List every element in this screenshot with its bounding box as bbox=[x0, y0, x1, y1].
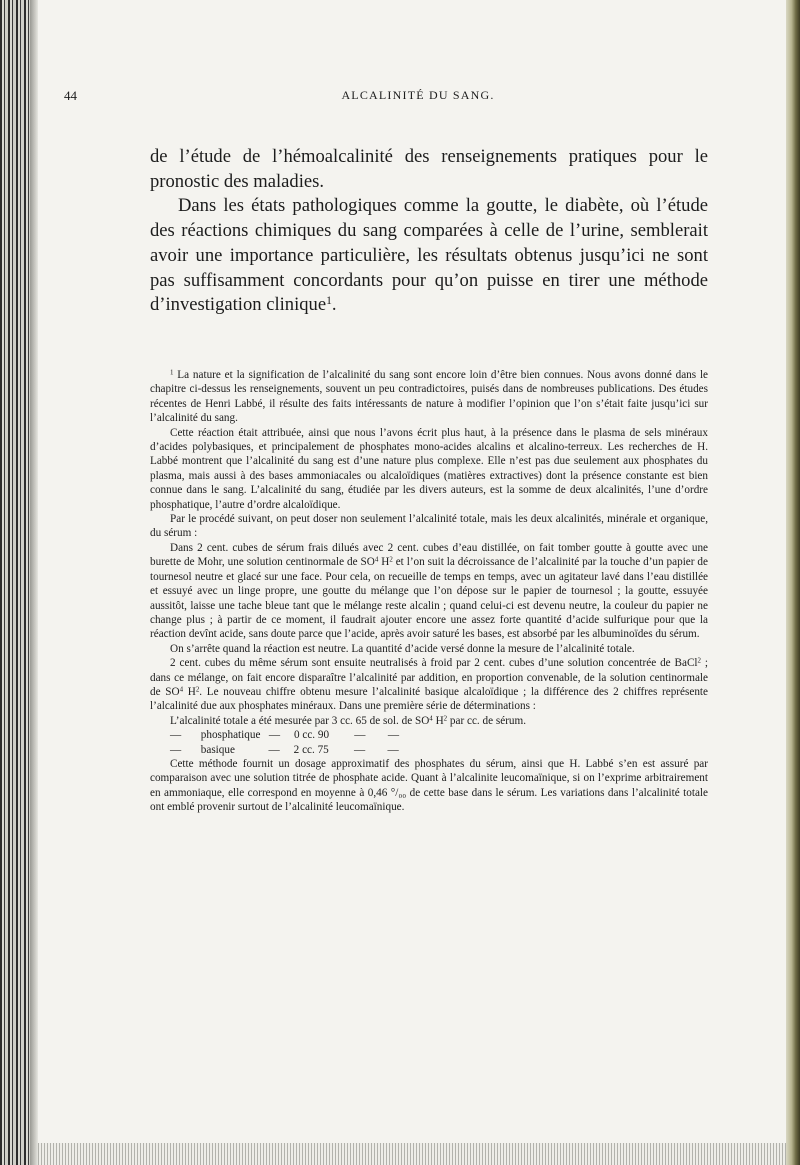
footnote-paragraph-3: Par le procédé suivant, on peut doser non seulement l’alcalinité totale, mais les deux alcalinités, minérale et organique, du sérum : bbox=[150, 513, 708, 540]
page-number: 44 bbox=[64, 88, 77, 103]
scan-bottom-edge bbox=[38, 1143, 786, 1165]
footnote-paragraph-6: 2 cent. cubes du même sérum sont ensuite neutralisés à froid par 2 cent. cubes d’une solution concentrée de BaCl$^2$ ; dans ce mélange, on fait encore disparaître l’alcalinité par addition, en proportion convenable, de la solution centinormale de $SO^4$ $H^2$. Le nouveau chiffre obtenu mesure l’alcalinité basique alcaloïdique ; la différence des 2 chiffres représente l’alcalinité due aux phosphates minéraux. Dans une première série de déterminations : bbox=[150, 656, 709, 713]
scan-binding-edge bbox=[0, 0, 30, 1165]
footnote-block bbox=[150, 368, 708, 815]
footnote-paragraph-10: Cette méthode fournit un dosage approximatif des phosphates du sérum, ainsi que H. Labbé s’en est assuré par comparaison avec une solution titrée de phosphate acide. Quant à l’alcalinite leucomaïnique, si on l’exprime arbitrairement en ammoniaque, elle correspond en moyenne à 0,46 °/₀₀ de cette base dans le sérum. Les variations dans l’alcalinité totale ont emblé provenir surtout de l’alcalinité leucomaïnique. bbox=[150, 757, 708, 814]
running-title: ALCALINITÉ DU SANG. bbox=[341, 88, 495, 102]
scan-right-edge bbox=[786, 0, 800, 1165]
main-paragraph-2: Dans les états pathologiques comme la goutte, le diabète, où l’étude des réactions chimiques du sang comparées à celle de l’urine, semblerait avoir une importance particulière, les résultats obtenus jusqu’ici ne sont pas suffisamment concordants pour qu’on puisse en tirer une méthode d’investigation clinique$^1$. bbox=[150, 195, 708, 316]
footnote-paragraph-5: On s’arrête quand la réaction est neutre. La quantité d’acide versé donne la mesure de l’alcalinité totale. bbox=[170, 642, 635, 655]
footnote-reference[interactable]: 1 bbox=[326, 295, 332, 308]
footnote-table-row-basique: — basique — 2 cc. 75 — — bbox=[170, 743, 399, 756]
scan-binding-shadow bbox=[30, 0, 38, 1165]
main-paragraph-1: de l’étude de l’hémoalcalinité des renseignements pratiques pour le pronostic des maladies. bbox=[150, 146, 708, 192]
footnote-paragraph-1: $^1$ La nature et la signification de l’alcalinité du sang sont encore loin d’être bien connues. Nous avons donné dans le chapitre ci-dessus les renseignements, souvent un peu contradictoires, puisés dans de nombreuses publications. Des études récentes de Henri Labbé, il résulte des faits intéressants de nature à modifier l’opinion que l’on s’était faite jusqu’ici sur l’alcalinité du sang. bbox=[150, 368, 709, 425]
footnote-paragraph-2: Cette réaction était attribuée, ainsi que nous l’avons écrit plus haut, à la présence dans le plasma de sels minéraux d’acides polybasiques, et principalement de phosphates mono-acides alcalins et alcalino-terreux. Les recherches de H. Labbé montrent que l’alcalinité du sang est d’une nature plus complexe. Elle n’est pas due seulement aux phosphates du plasma, mais aussi à des bases ammoniacales ou alcaloïdiques (matières extractives) dont la présence constante est bien connue dans le sang. L’alcalinité du sang, étudiée par les divers auteurs, est la somme de deux alcalinités, l’une d’ordre phosphatique, l’autre d’ordre alcaloïdique. bbox=[150, 426, 708, 511]
footnote-marker: 1 bbox=[170, 368, 174, 377]
footnote-paragraph-4: Dans 2 cent. cubes de sérum frais dilués avec 2 cent. cubes d’eau distillée, on fait tomber goutte à goutte avec une burette de Mohr, une solution centinormale de $SO^4$ $H^2$ et l’on suit la décroissance de l’alcalinité par la touche d’un papier de tournesol neutre et glacé sur une face. Pour cela, on recueille de temps en temps, avec un agitateur lavé dans l’eau distillée et essuyé avec un linge propre, une goutte du mélange que l’on dépose sur le papier de tournesol ; la goutte, essuyée aussitôt, laisse une tache bleue tant que le mélange reste alcalin ; quand celui-ci est devenu neutre, la couleur du papier ne change plus ; à partir de ce moment, il faudrait ajouter encore une assez forte quantité d’acide sulfurique pour que la réaction devînt acide, sans doute parce que l’acide, après avoir saturé les bases, est absorbé par les albuminoïdes du sérum. bbox=[150, 541, 708, 641]
main-text bbox=[150, 145, 708, 318]
running-head bbox=[58, 88, 778, 108]
footnote-paragraph-7: L’alcalinité totale a été mesurée par 3 cc. 65 de sol. de $SO^4$ $H^2$ par cc. de sérum. bbox=[170, 714, 527, 727]
book-page bbox=[58, 0, 778, 1145]
footnote-table-row-phosphatique: — phosphatique — 0 cc. 90 — — bbox=[170, 729, 400, 742]
